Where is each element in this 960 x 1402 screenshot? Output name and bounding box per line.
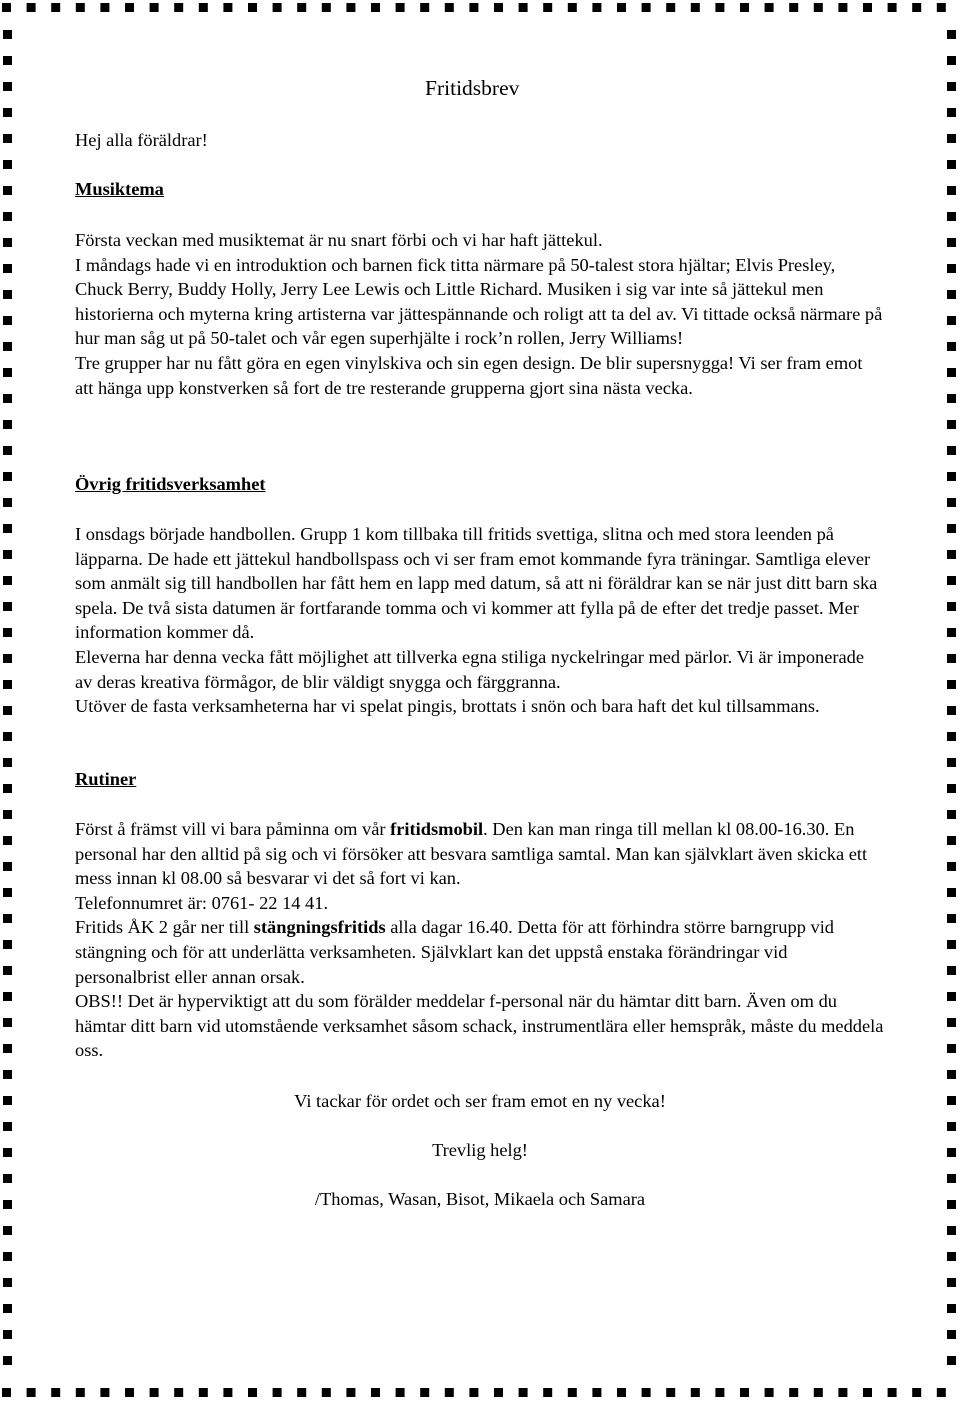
border-square — [947, 628, 956, 637]
border-square — [3, 1096, 12, 1105]
border-square — [838, 1388, 847, 1397]
paragraph: I onsdags började handbollen. Grupp 1 kom tillbaka till fritids svettiga, slitna och med stora leenden på läpparna. De hade ett jättekul handbollspass och vi ser fram emot kommande fyra träningar. Samtliga elever som anmält sig till handbollen har fått hem en lapp med datum, så att ni föräldrar kan se när just ditt barn ska spela. De två sista datumen är fortfarande tomma och vi kommer att fylla på de efter det tredje passet. Mer information kommer då. — [75, 524, 878, 643]
border-square — [297, 1388, 306, 1397]
border-square — [912, 1388, 921, 1397]
border-square — [642, 3, 651, 12]
border-square — [150, 1388, 159, 1397]
border-square — [947, 966, 956, 975]
border-square — [666, 3, 675, 12]
border-square — [3, 1070, 12, 1079]
border-square — [947, 1278, 956, 1287]
border-square — [947, 498, 956, 507]
border-square — [947, 160, 956, 169]
border-square — [150, 3, 159, 12]
border-square — [568, 1388, 577, 1397]
border-square — [469, 3, 478, 12]
border-square — [3, 732, 12, 741]
border-square — [947, 1018, 956, 1027]
border-square — [947, 30, 956, 39]
border-square — [3, 940, 12, 949]
paragraph-stangningsfritids: Fritids ÅK 2 går ner till stängningsfritids alla dagar 16.40. Detta för att förhindra större barngrupp vid stängning och för att underlätta verksamheten. Självklart kan det uppstå enstaka förändringar vid personalbrist eller annan orsak. — [75, 917, 834, 987]
border-square — [3, 1200, 12, 1209]
border-square — [947, 238, 956, 247]
border-square — [3, 238, 12, 247]
border-square — [592, 3, 601, 12]
border-square — [3, 472, 12, 481]
border-square — [51, 1388, 60, 1397]
border-square — [2, 1388, 11, 1397]
border-square — [947, 680, 956, 689]
section-heading-ovrig: Övrig fritidsverksamhet — [75, 474, 266, 494]
border-square — [947, 576, 956, 585]
paragraph: Tre grupper har nu fått göra en egen vinylskiva och sin egen design. De blir supersnygga! Vi ser fram emot att hänga upp konstverken så fort de tre resterande grupperna gjort sina nästa vecka. — [75, 352, 863, 398]
border-square — [3, 576, 12, 585]
border-square — [947, 134, 956, 143]
border-square — [765, 3, 774, 12]
border-square — [715, 3, 724, 12]
border-square — [789, 3, 798, 12]
border-square — [947, 108, 956, 117]
border-square — [947, 264, 956, 273]
border-square — [947, 212, 956, 221]
border-square — [346, 1388, 355, 1397]
border-square — [322, 1388, 331, 1397]
border-square — [223, 1388, 232, 1397]
border-square — [27, 1388, 36, 1397]
border-square — [947, 862, 956, 871]
border-square — [174, 1388, 183, 1397]
border-square — [789, 1388, 798, 1397]
border-square — [740, 3, 749, 12]
border-square — [947, 1096, 956, 1105]
border-square — [568, 3, 577, 12]
paragraph: I måndags hade vi en introduktion och barnen fick titta närmare på 50-talest stora hjältar; Elvis Presley, Chuck Berry, Buddy Holly, Jerry Lee Lewis och Little Richard. Musiken i sig var inte så jättekul men historierna och myterna kring artisterna var jättespännande och roligt att ta del av. Vi tittade också närmare på hur man såg ut på 50-talet och vår egen superhjälte i rock’n rollen, Jerry Williams! — [75, 254, 883, 349]
border-square — [888, 1388, 897, 1397]
border-square — [838, 3, 847, 12]
border-square — [715, 1388, 724, 1397]
border-square — [947, 1304, 956, 1313]
border-square — [3, 1226, 12, 1235]
border-square — [445, 1388, 454, 1397]
border-square — [3, 108, 12, 117]
border-square — [888, 3, 897, 12]
border-square — [947, 420, 956, 429]
paragraph-obs: OBS!! Det är hyperviktigt att du som förälder meddelar f-personal när du hämtar ditt barn. Även om du hämtar ditt barn vid utomstående verksamhet såsom schack, instrumentlära eller hemspråk, måste du meddela oss. — [75, 991, 884, 1061]
border-square — [3, 1252, 12, 1261]
border-square — [420, 1388, 429, 1397]
bold-stangningsfritids: stängningsfritids — [253, 917, 386, 938]
border-square — [947, 654, 956, 663]
border-square — [273, 3, 282, 12]
border-square — [3, 654, 12, 663]
border-square — [947, 1122, 956, 1131]
border-square — [947, 706, 956, 715]
border-square — [947, 56, 956, 65]
border-square — [3, 186, 12, 195]
border-square — [3, 992, 12, 1001]
border-square — [947, 888, 956, 897]
border-square — [371, 1388, 380, 1397]
border-square — [947, 732, 956, 741]
border-square — [3, 1356, 12, 1365]
border-square — [3, 758, 12, 767]
border-square — [3, 1018, 12, 1027]
border-square — [519, 3, 528, 12]
border-square — [592, 1388, 601, 1397]
border-square — [3, 82, 12, 91]
border-square — [3, 966, 12, 975]
border-square — [199, 1388, 208, 1397]
paragraph: Första veckan med musiktemat är nu snart förbi och vi har haft jättekul. — [75, 230, 603, 250]
border-square — [3, 368, 12, 377]
border-square — [947, 1252, 956, 1261]
border-square — [947, 1148, 956, 1157]
border-square — [765, 1388, 774, 1397]
border-square — [947, 1070, 956, 1079]
border-square — [322, 3, 331, 12]
closing-thanks: Vi tackar för ordet och ser fram emot en ny vecka! — [294, 1091, 666, 1111]
border-square — [863, 1388, 872, 1397]
border-square — [27, 3, 36, 12]
border-square — [937, 1388, 946, 1397]
border-square — [947, 1356, 956, 1365]
border-square — [3, 862, 12, 871]
page-title: Fritidsbrev — [425, 76, 520, 100]
border-square — [346, 3, 355, 12]
border-square — [814, 1388, 823, 1397]
border-square — [947, 1330, 956, 1339]
border-square — [3, 1278, 12, 1287]
border-square — [863, 3, 872, 12]
border-square — [947, 316, 956, 325]
paragraph: Utöver de fasta verksamheterna har vi spelat pingis, brottats i snön och bara haft det kul tillsammans. — [75, 696, 820, 717]
border-square — [494, 3, 503, 12]
border-square — [3, 810, 12, 819]
border-square — [947, 602, 956, 611]
border-square — [3, 1330, 12, 1339]
border-square — [3, 1304, 12, 1313]
border-square — [3, 316, 12, 325]
border-square — [3, 160, 12, 169]
border-square — [3, 264, 12, 273]
border-square — [947, 810, 956, 819]
border-square — [617, 1388, 626, 1397]
border-square — [3, 290, 12, 299]
border-square — [3, 550, 12, 559]
border-square — [3, 680, 12, 689]
paragraph-fritidsmobil: Först å främst vill vi bara påminna om vår fritidsmobil. Den kan man ringa till mellan kl 08.00-16.30. En personal har den alltid på sig och vi försöker att besvara samtliga samtal. Man kan självklart även skicka ett mess innan kl 08.00 så besvarar vi det så fort vi kan. — [75, 819, 868, 889]
border-square — [396, 3, 405, 12]
border-square — [947, 784, 956, 793]
border-square — [469, 1388, 478, 1397]
section-body-ovrig — [75, 522, 885, 719]
border-square — [273, 1388, 282, 1397]
border-square — [174, 3, 183, 12]
border-square — [3, 914, 12, 923]
border-square — [51, 3, 60, 12]
signature: /Thomas, Wasan, Bisot, Mikaela och Samara — [314, 1189, 646, 1209]
border-square — [519, 1388, 528, 1397]
border-square — [223, 3, 232, 12]
border-square — [3, 56, 12, 65]
border-square — [420, 3, 429, 12]
border-square — [947, 550, 956, 559]
border-square — [947, 472, 956, 481]
border-square — [3, 836, 12, 845]
border-square — [947, 368, 956, 377]
border-square — [947, 836, 956, 845]
border-square — [3, 420, 12, 429]
border-square — [642, 1388, 651, 1397]
border-square — [3, 446, 12, 455]
border-square — [2, 3, 11, 12]
border-square — [248, 3, 257, 12]
section-heading-musiktema: Musiktema — [75, 179, 164, 199]
border-square — [3, 212, 12, 221]
border-square — [100, 3, 109, 12]
border-square — [3, 394, 12, 403]
border-square — [125, 3, 134, 12]
border-square — [947, 82, 956, 91]
border-square — [947, 1226, 956, 1235]
border-square — [3, 1148, 12, 1157]
border-square — [947, 446, 956, 455]
border-square — [3, 524, 12, 533]
border-square — [248, 1388, 257, 1397]
border-square — [3, 342, 12, 351]
greeting: Hej alla föräldrar! — [75, 130, 208, 150]
border-square — [947, 394, 956, 403]
border-square — [543, 1388, 552, 1397]
border-square — [3, 498, 12, 507]
border-square — [947, 992, 956, 1001]
border-square — [691, 3, 700, 12]
border-square — [666, 1388, 675, 1397]
border-square — [543, 3, 552, 12]
border-square — [494, 1388, 503, 1397]
border-square — [947, 342, 956, 351]
border-square — [76, 1388, 85, 1397]
border-square — [3, 1044, 12, 1053]
border-square — [947, 524, 956, 533]
border-square — [3, 628, 12, 637]
border-square — [100, 1388, 109, 1397]
border-square — [912, 3, 921, 12]
section-heading-rutiner: Rutiner — [75, 769, 137, 789]
border-square — [125, 1388, 134, 1397]
border-square — [947, 1200, 956, 1209]
border-square — [947, 186, 956, 195]
border-square — [445, 3, 454, 12]
border-square — [3, 784, 12, 793]
section-body-rutiner — [75, 817, 885, 1063]
section-body-musiktema — [75, 228, 885, 400]
border-square — [740, 1388, 749, 1397]
border-square — [371, 3, 380, 12]
border-square — [947, 940, 956, 949]
border-square — [3, 706, 12, 715]
border-square — [3, 30, 12, 39]
border-square — [617, 3, 626, 12]
bold-fritidsmobil: fritidsmobil — [390, 819, 484, 839]
border-square — [937, 3, 946, 12]
border-square — [947, 1044, 956, 1053]
border-square — [814, 3, 823, 12]
border-square — [947, 758, 956, 767]
border-square — [691, 1388, 700, 1397]
border-square — [76, 3, 85, 12]
border-square — [3, 1122, 12, 1131]
border-square — [396, 1388, 405, 1397]
border-square — [3, 134, 12, 143]
border-square — [3, 602, 12, 611]
border-square — [3, 888, 12, 897]
border-square — [3, 1174, 12, 1183]
border-square — [199, 3, 208, 12]
border-square — [947, 1174, 956, 1183]
border-square — [297, 3, 306, 12]
phone-number: Telefonnumret är: 0761- 22 14 41. — [75, 892, 329, 913]
border-square — [947, 914, 956, 923]
paragraph: Eleverna har denna vecka fått möjlighet att tillverka egna stiliga nyckelringar med pärlor. Vi är imponerade av deras kreativa förmågor, de blir väldigt snygga och färggranna. — [75, 646, 865, 692]
closing-weekend: Trevlig helg! — [432, 1140, 528, 1160]
border-square — [947, 290, 956, 299]
